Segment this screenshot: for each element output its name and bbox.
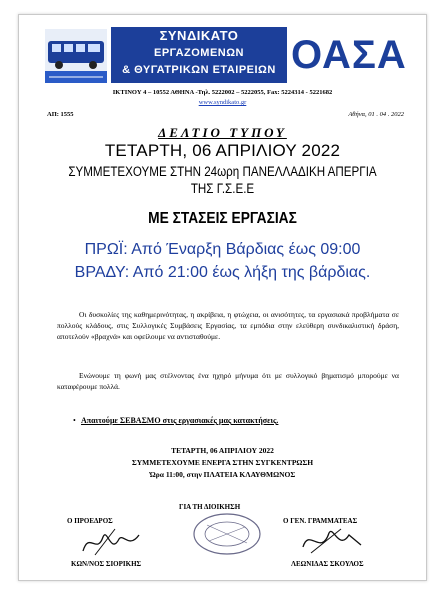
strike-date-heading: ΤΕΤΑΡΤΗ, 06 ΑΠΡΙΛΙΟΥ 2022 [104,141,341,160]
reference-number: ΑΠ: 1555 [47,111,74,118]
rally-date: ΤΕΤΑΡΤΗ, 06 ΑΠΡΙΛΙΟΥ 2022 [171,446,274,455]
union-name-line3: & ΘΥΓΑΤΡΙΚΩΝ ΕΤΑΙΡΕΙΩΝ [122,64,276,76]
document-title: ΔΕΛΤΙΟ ΤΥΠΟΥ [158,125,287,140]
website-link[interactable]: www.syndikato.gr [198,99,247,106]
press-release-page [18,14,427,581]
letterhead-banner [45,25,407,85]
rally-time-place: Ώρα 11:00, στην ΠΛΑΤΕΙΑ ΚΛΑΥΘΜΩΝΟΣ [149,470,296,479]
oasa-brand: ΟΑΣΑ [291,33,407,77]
body-paragraph-1: Οι δυσκολίες της καθημερινότητας, η ακρίβεια, η φτώχεια, οι ανισότητες, τα εργασιακά προβλήματα σε πολλούς κλάδους, στις Συλλογικές Συμβάσεις Εργασίας, τα εμπόδια στην ελεύθερη συνδικαλιστική δράση, αποτελούν «βραχνά» και οφείλουμε να αντισταθούμε. [57,310,399,341]
morning-shift-line: ΠΡΩΪ: Από Έναρξη Βάρδιας έως 09:00 [84,241,361,258]
bus-logo-icon [45,29,107,83]
president-signature-icon [75,525,145,559]
union-stamp-icon [191,511,263,557]
night-shift-line: ΒΡΑΔΥ: Από 21:00 έως λήξη της βάρδιας. [74,264,371,281]
body-paragraph-2: Ενώνουμε τη φωνή μας στέλνοντας ένα ηχηρό μήνυμα ότι με συλλογικό βηματισμό μπορούμε να καταφέρουμε πολλά. [57,371,399,391]
strike-line-2: ΤΗΣ Γ.Σ.Ε.Ε [190,181,255,196]
president-name: ΚΩΝ/ΝΟΣ ΣΙΟΡΙΚΗΣ [71,560,142,568]
stoppages-heading: ΜΕ ΣΤΑΣΕΙΣ ΕΡΓΑΣΙΑΣ [148,210,297,227]
reference-date: Αθήνα, 01 . 04 . 2022 [348,111,404,118]
rally-participation: ΣΥΜΜΕΤΕΧΟΥΜΕ ΕΝΕΡΓΑ ΣΤΗΝ ΣΥΓΚΕΝΤΡΩΣΗ [131,458,314,467]
union-name-line1: ΣΥΝΔΙΚΑΤΟ [159,28,239,43]
demand-bullet: Απαιτούμε ΣΕΒΑΣΜΟ στις εργασιακές μας κατακτήσεις. [81,416,279,425]
union-name-block [111,27,287,83]
union-name-line2: ΕΡΓΑΖΟΜΕΝΩΝ [153,47,244,59]
strike-line-1: ΣΥΜΜΕΤΕΧΟΥΜΕ ΣΤΗΝ 24ωρη ΠΑΝΕΛΛΑΔΙΚΗ ΑΠΕΡΓΙΑ [68,164,377,179]
contact-address: ΙΚΤΙΝΟΥ 4 – 10552 ΑΘΗΝΑ -Τηλ. 5222002 – 5222055, Fax: 5224314 - 5221682 [112,89,333,96]
secretary-signature-title: Ο ΓΕΝ. ΓΡΑΜΜΑΤΕΑΣ [283,517,358,525]
secretary-name: ΛΕΩΝΙΔΑΣ ΣΚΟΥΛΟΣ [291,560,364,568]
president-signature-title: Ο ΠΡΟΕΔΡΟΣ [67,517,113,525]
bullet-icon: • [73,416,76,425]
secretary-signature-icon [297,523,367,559]
admin-signature-title: ΓΙΑ ΤΗ ΔΙΟΙΚΗΣΗ [179,503,241,511]
